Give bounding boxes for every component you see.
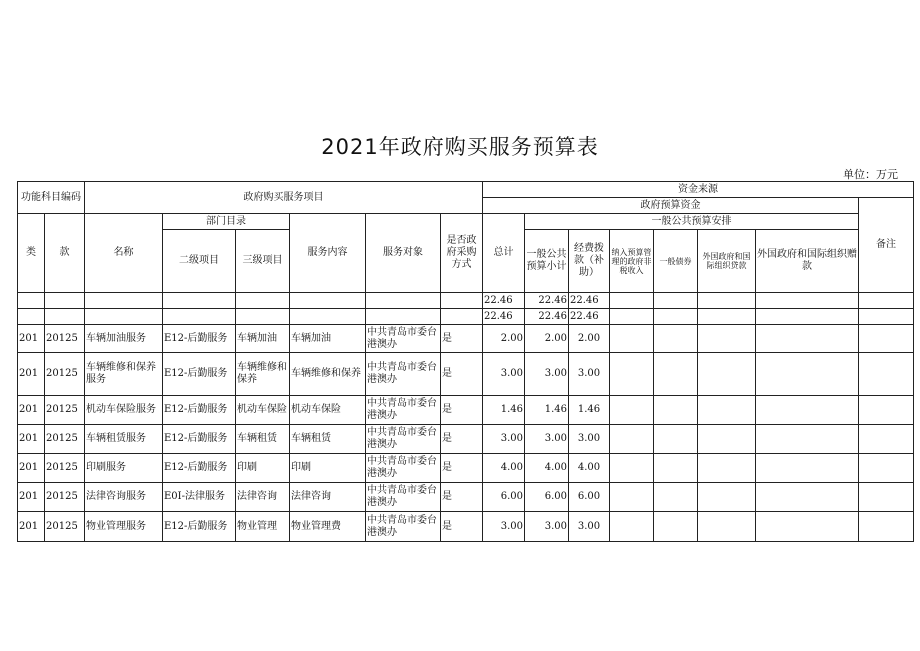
row-empty-cell bbox=[756, 483, 859, 512]
row-lei: 201 bbox=[18, 425, 45, 454]
header-target: 服务对象 bbox=[366, 214, 441, 293]
header-func-subject: 功能科目编码 bbox=[18, 182, 85, 214]
budget-table bbox=[17, 181, 914, 542]
header-general-budget: 一般公共预算安排 bbox=[525, 214, 859, 230]
row-level2: E12-后勤服务 bbox=[163, 353, 236, 396]
row-kuan: 20125 bbox=[45, 512, 85, 542]
row-funding: 1.46 bbox=[569, 396, 610, 425]
row-name: 物业管理服务 bbox=[85, 512, 163, 542]
row-method: 是 bbox=[441, 353, 483, 396]
row-empty-cell bbox=[698, 425, 756, 454]
row-kuan: 20125 bbox=[45, 325, 85, 353]
row-subtotal: 1.46 bbox=[525, 396, 569, 425]
header-content: 服务内容 bbox=[290, 214, 366, 293]
row-empty-cell bbox=[859, 454, 914, 483]
row-empty-cell bbox=[756, 425, 859, 454]
row-content: 车辆租赁 bbox=[290, 425, 366, 454]
unit-label: 单位：万元 bbox=[843, 168, 898, 181]
row-method: 是 bbox=[441, 512, 483, 542]
row-empty-cell bbox=[756, 396, 859, 425]
row-empty-cell bbox=[654, 396, 698, 425]
row-empty-cell bbox=[756, 325, 859, 353]
row-level2: E12-后勤服务 bbox=[163, 512, 236, 542]
row-empty-cell bbox=[654, 512, 698, 542]
row-empty-cell bbox=[610, 396, 654, 425]
row-empty-cell bbox=[654, 425, 698, 454]
header-non-tax: 纳入预算管理的政府非税收入 bbox=[610, 230, 654, 293]
row-total: 3.00 bbox=[483, 512, 525, 542]
row-kuan: 20125 bbox=[45, 483, 85, 512]
row-funding: 6.00 bbox=[569, 483, 610, 512]
row-kuan: 20125 bbox=[45, 396, 85, 425]
row-empty-cell bbox=[610, 483, 654, 512]
row-funding: 2.00 bbox=[569, 325, 610, 353]
row-lei: 201 bbox=[18, 512, 45, 542]
header-remark: 备注 bbox=[859, 198, 914, 293]
row-empty-cell bbox=[698, 512, 756, 542]
table-row bbox=[18, 483, 914, 512]
summary-total: 22.46 bbox=[483, 293, 525, 309]
summary-subtotal: 22.46 bbox=[525, 309, 569, 325]
row-level3: 物业管理 bbox=[236, 512, 290, 542]
row-subtotal: 3.00 bbox=[525, 425, 569, 454]
row-target: 中共青岛市委台港澳办 bbox=[366, 425, 441, 454]
row-empty-cell bbox=[859, 483, 914, 512]
header-foreign-loan: 外国政府和国际组织贷款 bbox=[698, 230, 756, 293]
row-empty-cell bbox=[698, 353, 756, 396]
row-empty-cell bbox=[654, 353, 698, 396]
row-empty-cell bbox=[698, 325, 756, 353]
row-content: 车辆加油 bbox=[290, 325, 366, 353]
row-empty-cell bbox=[610, 425, 654, 454]
row-total: 4.00 bbox=[483, 454, 525, 483]
row-method: 是 bbox=[441, 454, 483, 483]
row-empty-cell bbox=[756, 454, 859, 483]
header-funding: 经费拨款（补助） bbox=[569, 230, 610, 293]
row-target: 中共青岛市委台港澳办 bbox=[366, 512, 441, 542]
header-fund-source: 资金来源 bbox=[483, 182, 914, 198]
header-gen-subtotal: 一般公共预算小计 bbox=[525, 230, 569, 293]
row-content: 法律咨询 bbox=[290, 483, 366, 512]
row-level3: 印刷 bbox=[236, 454, 290, 483]
row-subtotal: 3.00 bbox=[525, 353, 569, 396]
row-method: 是 bbox=[441, 483, 483, 512]
summary-total: 22.46 bbox=[483, 309, 525, 325]
row-lei: 201 bbox=[18, 483, 45, 512]
row-content: 车辆维修和保养 bbox=[290, 353, 366, 396]
row-method: 是 bbox=[441, 396, 483, 425]
row-subtotal: 6.00 bbox=[525, 483, 569, 512]
summary-rows bbox=[18, 293, 914, 325]
row-empty-cell bbox=[698, 483, 756, 512]
row-lei: 201 bbox=[18, 396, 45, 425]
header-lei: 类 bbox=[18, 214, 45, 293]
header-project: 政府购买服务项目 bbox=[85, 182, 483, 214]
data-rows bbox=[18, 325, 914, 542]
row-empty-cell bbox=[756, 512, 859, 542]
row-empty-cell bbox=[859, 325, 914, 353]
row-content: 物业管理费 bbox=[290, 512, 366, 542]
row-funding: 3.00 bbox=[569, 512, 610, 542]
header-total: 总计 bbox=[483, 214, 525, 293]
header-kuan: 款 bbox=[45, 214, 85, 293]
row-level3: 车辆加油 bbox=[236, 325, 290, 353]
row-name: 车辆加油服务 bbox=[85, 325, 163, 353]
header-method: 是否政府采购方式 bbox=[441, 214, 483, 293]
header-bond: 一般债券 bbox=[654, 230, 698, 293]
row-empty-cell bbox=[654, 325, 698, 353]
row-empty-cell bbox=[610, 454, 654, 483]
row-name: 法律咨询服务 bbox=[85, 483, 163, 512]
row-empty-cell bbox=[698, 396, 756, 425]
row-empty-cell bbox=[654, 483, 698, 512]
row-level2: E12-后勤服务 bbox=[163, 425, 236, 454]
row-method: 是 bbox=[441, 425, 483, 454]
summary-funding: 22.46 bbox=[569, 293, 610, 309]
row-empty-cell bbox=[859, 396, 914, 425]
row-empty-cell bbox=[610, 325, 654, 353]
summary-subtotal: 22.46 bbox=[525, 293, 569, 309]
row-target: 中共青岛市委台港澳办 bbox=[366, 483, 441, 512]
summary-row bbox=[18, 293, 914, 309]
row-subtotal: 4.00 bbox=[525, 454, 569, 483]
row-total: 6.00 bbox=[483, 483, 525, 512]
header-level3: 三级项目 bbox=[236, 230, 290, 293]
row-level3: 机动车保险 bbox=[236, 396, 290, 425]
row-lei: 201 bbox=[18, 353, 45, 396]
row-level2: E12-后勤服务 bbox=[163, 325, 236, 353]
row-funding: 3.00 bbox=[569, 353, 610, 396]
row-empty-cell bbox=[859, 425, 914, 454]
page-title: 2021年政府购买服务预算表 bbox=[321, 135, 599, 159]
row-level3: 车辆租赁 bbox=[236, 425, 290, 454]
row-empty-cell bbox=[610, 512, 654, 542]
row-empty-cell bbox=[610, 353, 654, 396]
row-level2: E0I-法律服务 bbox=[163, 483, 236, 512]
header-name: 名称 bbox=[85, 214, 163, 293]
row-empty-cell bbox=[698, 454, 756, 483]
row-kuan: 20125 bbox=[45, 454, 85, 483]
row-empty-cell bbox=[859, 353, 914, 396]
row-level2: E12-后勤服务 bbox=[163, 396, 236, 425]
row-lei: 201 bbox=[18, 454, 45, 483]
table-header bbox=[18, 182, 914, 293]
row-level3: 法律咨询 bbox=[236, 483, 290, 512]
table-row bbox=[18, 396, 914, 425]
row-funding: 4.00 bbox=[569, 454, 610, 483]
table-row bbox=[18, 325, 914, 353]
row-total: 1.46 bbox=[483, 396, 525, 425]
table-row bbox=[18, 454, 914, 483]
header-level2: 二级项目 bbox=[163, 230, 236, 293]
row-target: 中共青岛市委台港澳办 bbox=[366, 454, 441, 483]
row-empty-cell bbox=[756, 353, 859, 396]
summary-funding: 22.46 bbox=[569, 309, 610, 325]
header-gov-budget: 政府预算资金 bbox=[483, 198, 859, 214]
summary-row bbox=[18, 309, 914, 325]
row-name: 机动车保险服务 bbox=[85, 396, 163, 425]
header-foreign-grant: 外国政府和国际组织赠款 bbox=[756, 230, 859, 293]
row-content: 机动车保险 bbox=[290, 396, 366, 425]
row-level3: 车辆维修和保养 bbox=[236, 353, 290, 396]
table-row bbox=[18, 353, 914, 396]
row-target: 中共青岛市委台港澳办 bbox=[366, 325, 441, 353]
row-method: 是 bbox=[441, 325, 483, 353]
row-name: 车辆租赁服务 bbox=[85, 425, 163, 454]
row-kuan: 20125 bbox=[45, 425, 85, 454]
row-name: 印刷服务 bbox=[85, 454, 163, 483]
row-lei: 201 bbox=[18, 325, 45, 353]
row-level2: E12-后勤服务 bbox=[163, 454, 236, 483]
row-total: 3.00 bbox=[483, 353, 525, 396]
row-subtotal: 2.00 bbox=[525, 325, 569, 353]
row-empty-cell bbox=[654, 454, 698, 483]
row-target: 中共青岛市委台港澳办 bbox=[366, 396, 441, 425]
row-target: 中共青岛市委台港澳办 bbox=[366, 353, 441, 396]
row-empty-cell bbox=[859, 512, 914, 542]
row-subtotal: 3.00 bbox=[525, 512, 569, 542]
row-total: 3.00 bbox=[483, 425, 525, 454]
row-total: 2.00 bbox=[483, 325, 525, 353]
header-dept-dir: 部门目录 bbox=[163, 214, 290, 230]
table-row bbox=[18, 512, 914, 542]
row-kuan: 20125 bbox=[45, 353, 85, 396]
row-content: 印刷 bbox=[290, 454, 366, 483]
table-row bbox=[18, 425, 914, 454]
row-name: 车辆维修和保养服务 bbox=[85, 353, 163, 396]
row-funding: 3.00 bbox=[569, 425, 610, 454]
